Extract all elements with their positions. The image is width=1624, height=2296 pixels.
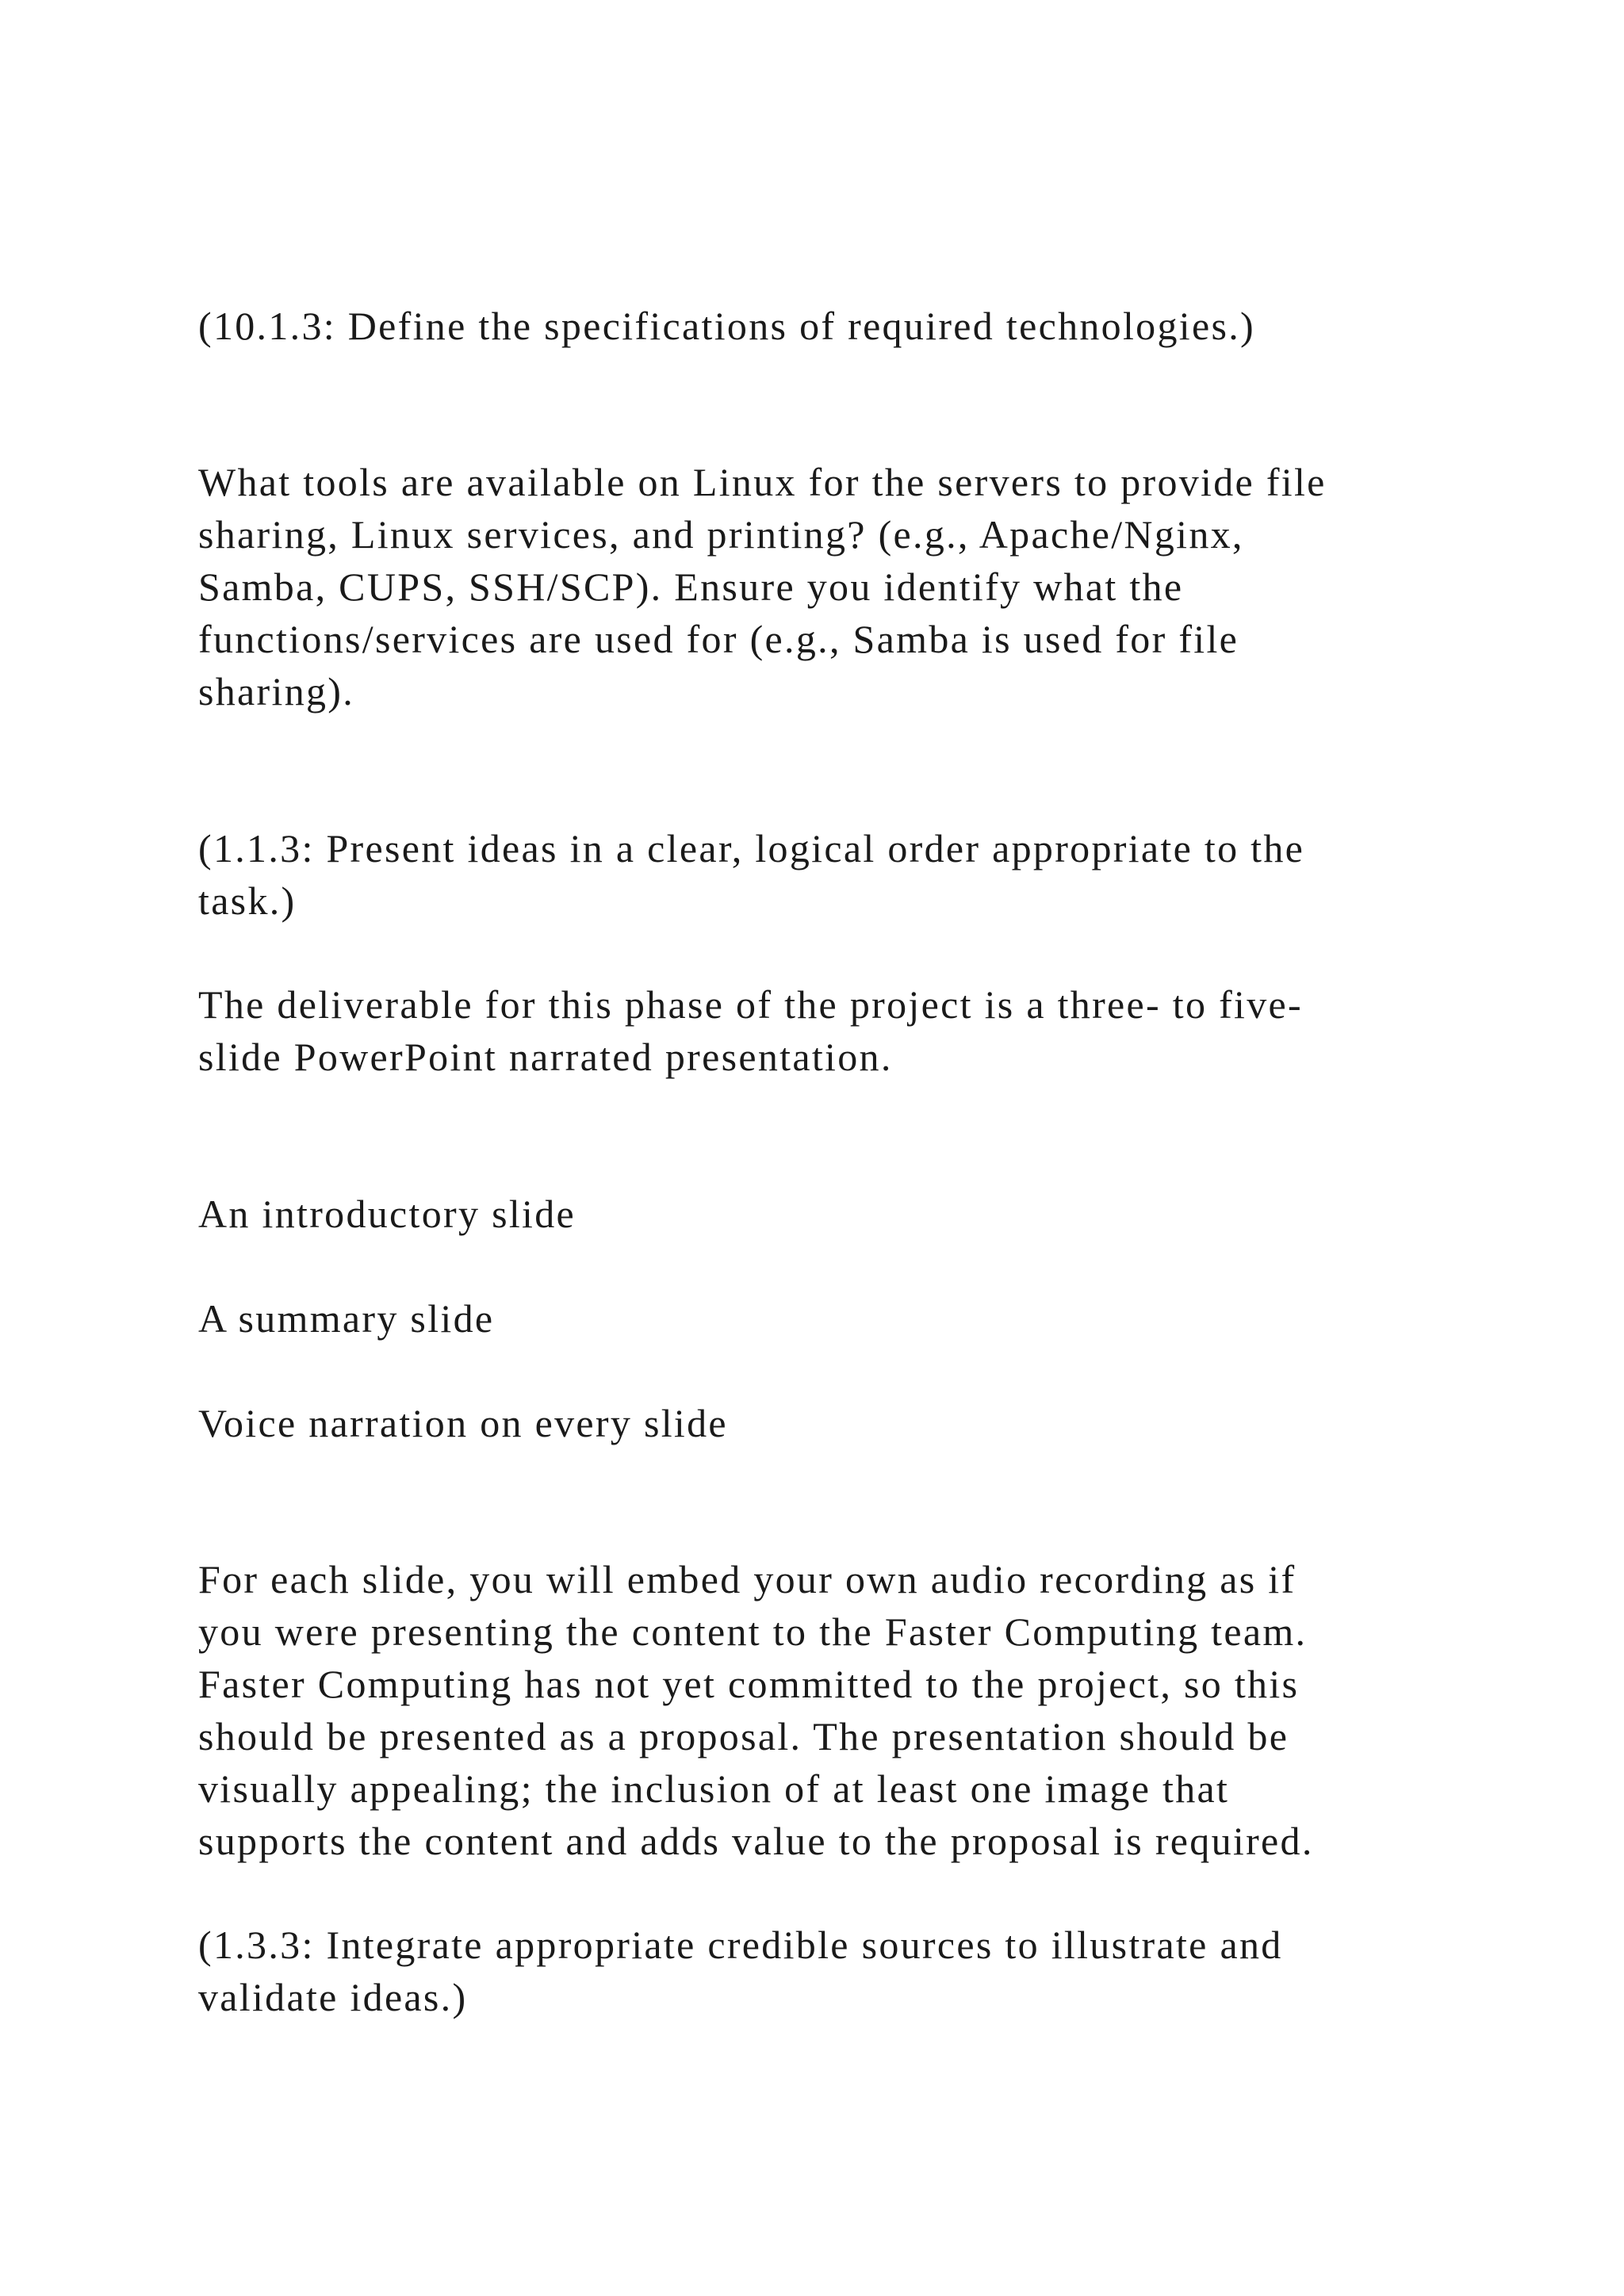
list-item-introductory-slide: An introductory slide [198,1192,576,1236]
criterion-1-3-3: (1.3.3: Integrate appropriate credible sources to illustrate and validate ideas.) [198,1923,1283,2019]
criterion-1-1-3: (1.1.3: Present ideas in a clear, logical order appropriate to the task.) [198,826,1305,923]
linux-tools-question: What tools are available on Linux for the servers to provide file sharing, Linux services, and printing? (e.g., Apache/Nginx, Samba, CUPS, SSH/SCP). Ensure you identify what the functions/services are used for (e.g., Samba is used for file sharing). [198,460,1327,714]
list-item-summary-slide: A summary slide [198,1296,495,1341]
deliverable-description: The deliverable for this phase of the project is a three- to five- slide PowerPoint narrated presentation. [198,982,1303,1079]
criterion-10-1-3: (10.1.3: Define the specifications of required technologies.) [198,304,1255,348]
narration-instructions: For each slide, you will embed your own audio recording as if you were presenting the content to the Faster Computing team. Faster Computing has not yet committed to the project, so this should be presented as a proposal. The presentation should be visually appealing; the inclusion of at least one image that supports the content and adds value to the proposal is required. [198,1557,1314,1863]
list-item-voice-narration: Voice narration on every slide [198,1401,728,1445]
